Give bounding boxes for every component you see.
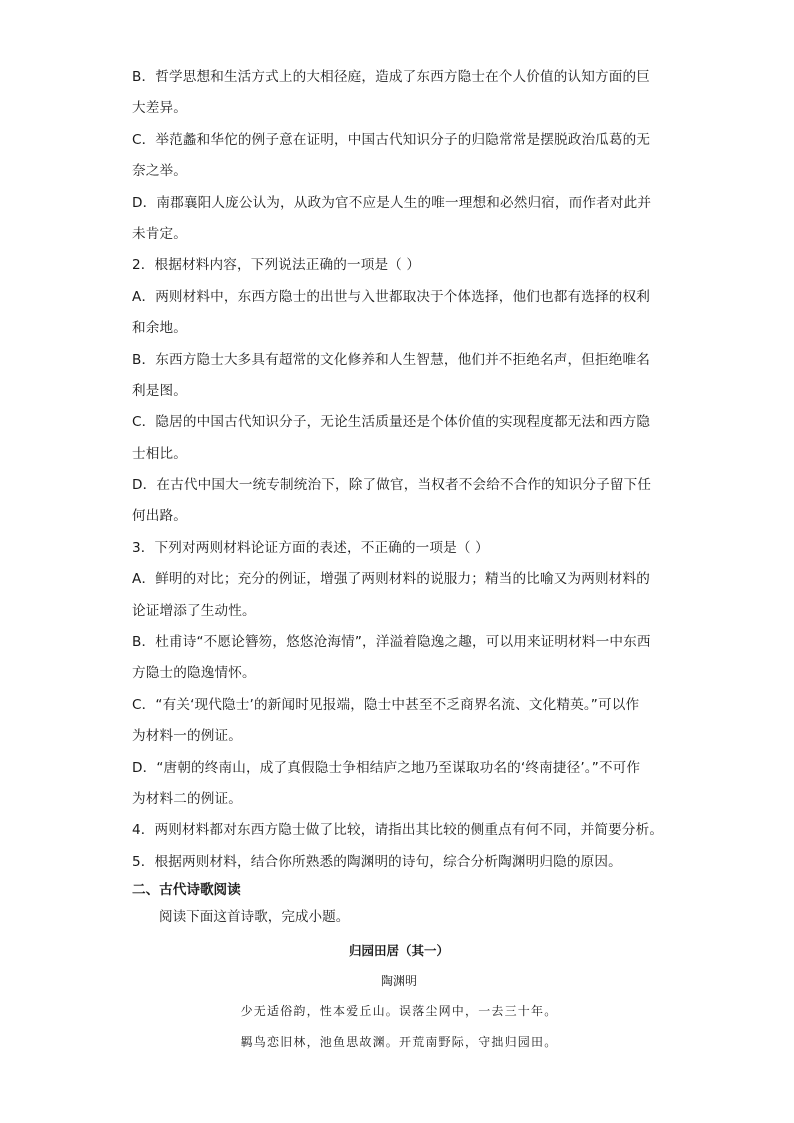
text-line: 奈之举。	[132, 163, 187, 180]
poem-title: 归园田居（其一）	[348, 943, 449, 959]
text-line: B．东西方隐士大多具有超常的文化修养和人生智慧，他们并不拒绝名声，但拒绝唯名	[132, 351, 650, 368]
text-line: A．鲜明的对比；充分的例证，增强了两则材料的说服力；精当的比喻又为两则材料的	[132, 571, 650, 588]
text-line: 为材料一的例证。	[132, 728, 242, 745]
question-3-stem: 3．下列对两则材料论证方面的表述，不正确的一项是（ ）	[132, 539, 489, 556]
text-line: 士相比。	[132, 445, 187, 462]
text-line: B．哲学思想和生活方式上的大相径庭，造成了东西方隐士在个人价值的认知方面的巨	[132, 69, 650, 85]
text-line: B．杜甫诗“不愿论簪笏，悠悠沧海情”，洋溢着隐逸之趣，可以用来证明材料一中东西	[132, 634, 651, 651]
text-line: 论证增添了生动性。	[132, 602, 256, 619]
poem-author: 陶渊明	[380, 974, 417, 989]
text-line: D．在古代中国大一统专制统治下，除了做官，当权者不会给不合作的知识分子留下任	[132, 477, 652, 494]
poem-line: 羁鸟恋旧林，池鱼思故渊。开荒南野际，守拙归园田。	[240, 1035, 558, 1050]
text-line: D．南郡襄阳人庞公认为，从政为官不应是人生的唯一理想和必然归宿，而作者对此并	[132, 194, 652, 211]
text-line: 和余地。	[132, 320, 187, 337]
text-line: C．举范蠡和华佗的例子意在证明，中国古代知识分子的归隐常常是摆脱政治瓜葛的无	[132, 131, 651, 148]
text-line: C．“有关‘现代隐士’的新闻时见报端，隐士中甚至不乏商界名流、文化精英。”可以作	[132, 696, 640, 713]
question-4: 4．两则材料都对东西方隐士做了比较，请指出其比较的侧重点有何不同，并简要分析。	[132, 822, 664, 839]
section-heading: 二、古代诗歌阅读	[132, 882, 241, 899]
poem-line: 少无适俗韵，性本爱丘山。误落尘网中，一去三十年。	[240, 1004, 558, 1019]
text-line: 方隐士的隐逸情怀。	[132, 665, 256, 682]
text-line: 为材料二的例证。	[132, 790, 242, 807]
text-line: 未肯定。	[132, 225, 187, 242]
text-line: 大差异。	[132, 100, 187, 117]
question-2-stem: 2．根据材料内容，下列说法正确的一项是（ ）	[132, 257, 421, 274]
text-line: 何出路。	[132, 508, 187, 525]
text-line: D．“唐朝的终南山，成了真假隐士争相结庐之地乃至谋取功名的‘终南捷径’。”不可作	[132, 759, 641, 776]
text-line: 利是图。	[132, 382, 187, 399]
question-5: 5．根据两则材料，结合你所熟悉的陶渊明的诗句，综合分析陶渊明归隐的原因。	[132, 853, 622, 870]
document-content	[132, 62, 666, 1058]
text-line: C．隐居的中国古代知识分子，无论生活质量还是个体价值的实现程度都无法和西方隐	[132, 414, 651, 431]
text-line: A．两则材料中，东西方隐士的出世与入世都取决于个体选择，他们也都有选择的权利	[132, 288, 650, 305]
section-intro: 阅读下面这首诗歌，完成小题。	[159, 909, 350, 926]
